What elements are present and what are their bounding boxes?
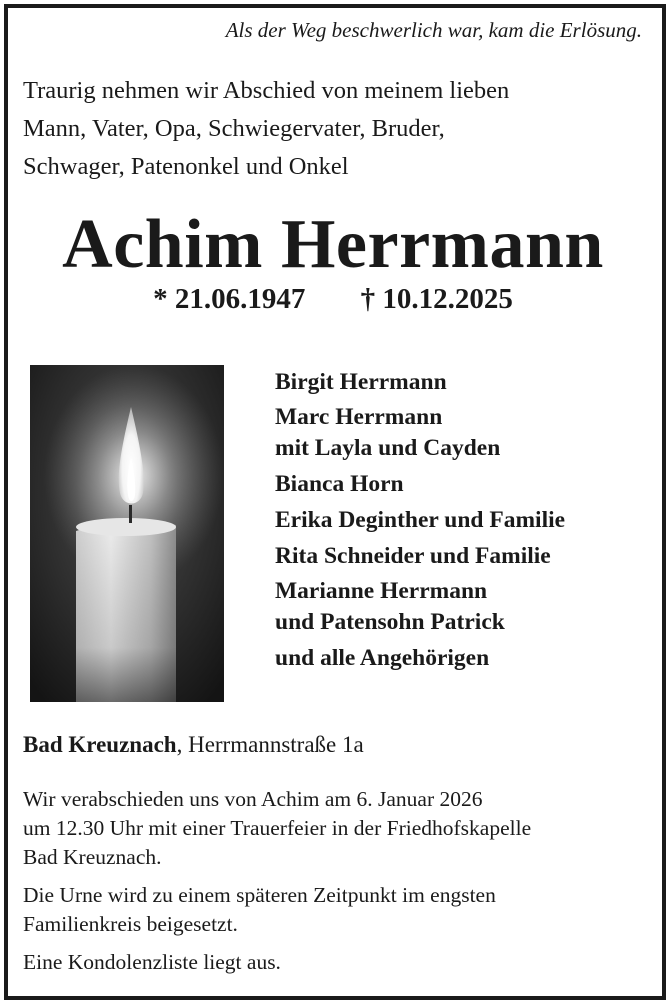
- intro-text: [23, 72, 633, 186]
- life-dates: [0, 283, 666, 316]
- mourner-name: Rita Schneider und Familie: [275, 543, 551, 569]
- mourner-name: mit Layla und Cayden: [275, 435, 501, 461]
- deceased-name: Achim Herrmann: [62, 206, 604, 283]
- mourner-name: und alle Angehörigen: [275, 645, 490, 671]
- details-line: um 12.30 Uhr mit einer Trauerfeier in der Friedhofskapelle: [23, 816, 532, 840]
- death-date: † 10.12.2025: [360, 283, 513, 315]
- mourner-name: Birgit Herrmann: [275, 369, 447, 395]
- mourner-entry: [275, 504, 655, 536]
- mourner-name: Marianne Herrmann: [275, 578, 488, 604]
- details-line: Bad Kreuznach.: [23, 845, 162, 869]
- mourner-entry: [275, 366, 655, 398]
- mourner-entry: [275, 642, 655, 674]
- details-line: Familienkreis beigesetzt.: [23, 912, 238, 936]
- intro-line: Schwager, Patenonkel und Onkel: [23, 153, 349, 180]
- details-line: Eine Kondolenzliste liegt aus.: [23, 950, 281, 974]
- details-line: Die Urne wird zu einem späteren Zeitpunkt im engsten: [23, 883, 496, 907]
- mourner-entry: [275, 540, 655, 572]
- mourner-name: Erika Deginther und Familie: [275, 507, 566, 533]
- details-paragraph: [23, 881, 648, 939]
- details-paragraph: [23, 785, 648, 872]
- address-city: Bad Kreuznach: [23, 732, 177, 757]
- mourner-name: Bianca Horn: [275, 471, 404, 497]
- intro-line: Mann, Vater, Opa, Schwiegervater, Bruder,: [23, 115, 445, 142]
- details-paragraph: [23, 948, 648, 977]
- mourner-entry: [275, 576, 655, 638]
- candle-image: [30, 365, 224, 702]
- address-street: , Herrmannstraße 1a: [176, 732, 364, 757]
- mourners-list: [275, 366, 655, 678]
- birth-date: * 21.06.1947: [153, 283, 306, 315]
- details-line: Wir verabschieden uns von Achim am 6. Januar 2026: [23, 787, 483, 811]
- mourner-name: Marc Herrmann: [275, 404, 443, 430]
- address: [23, 732, 364, 758]
- motto: Als der Weg beschwerlich war, kam die Erlösung.: [225, 18, 642, 42]
- mourner-entry: [275, 402, 655, 464]
- mourner-entry: [275, 468, 655, 500]
- funeral-details: [23, 785, 648, 986]
- mourner-name: und Patensohn Patrick: [275, 609, 505, 635]
- intro-line: Traurig nehmen wir Abschied von meinem lieben: [23, 77, 510, 104]
